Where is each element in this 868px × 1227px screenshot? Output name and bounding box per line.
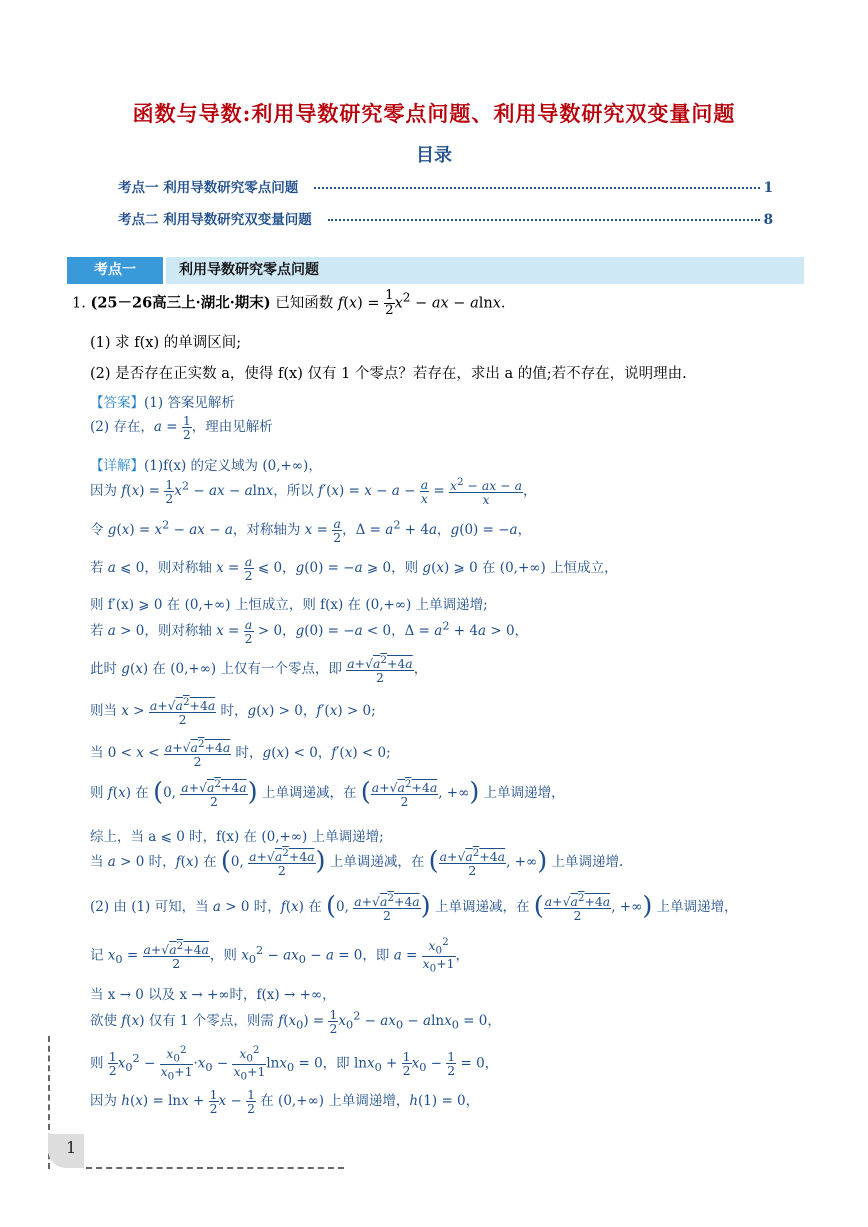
detail-text-inc: 上单调递增， xyxy=(483,785,565,802)
detail-text-1: (1)f(x) 的定义域为 (0,+∞)， xyxy=(144,458,322,474)
detail-line-10: 则 f(x) 在 (0, $\frac{a+√a^2+4a}{2}$ ) 上单调递减，在 ( $\frac{a+√a^2+4a}{2}$ , +∞) 上单调递增， xyxy=(90,777,565,810)
answer-text-2a: (2) 存在， xyxy=(90,419,154,436)
toc-item-1[interactable] xyxy=(118,176,773,196)
detail-line-8: 则当 x > $\frac{a+√a^2+4a}{2}$ 时，g(x) > 0，f′(x) > 0; xyxy=(90,696,376,728)
toc-item-page: 8 xyxy=(763,212,773,228)
footer-dashed-line xyxy=(86,1167,344,1169)
toc-item-label: 考点二 利用导数研究双变量问题 xyxy=(118,212,312,228)
answer-text-1: (1) 答案见解析 xyxy=(144,395,235,411)
question-stem: 1. (25－26高三上·湖北·期末) 已知函数 f(x) = $\frac{1}{2}$ $x^2$ − ax − alnx. xyxy=(72,288,506,318)
detail-line-1 xyxy=(90,454,322,474)
detail-line-6: 若 a > 0，则对称轴 x = $\frac{a}{2}$ > 0，g(0) = −a < 0，$\Delta = a^2 + 4a > 0$， xyxy=(90,617,529,647)
toc-item-2[interactable] xyxy=(118,208,773,228)
question-number: 1. xyxy=(72,295,86,312)
section-key: 考点一 xyxy=(67,257,163,284)
toc-heading: 目录 xyxy=(416,145,452,166)
toc-item-page: 1 xyxy=(763,180,773,196)
detail-line-18: 因为 h(x) = lnx + $\frac{1}{2}$ x − $\frac{1}{2}$ 在 (0,+∞) 上单调递增，h(1) = 0， xyxy=(90,1087,480,1117)
detail-line-15: 当 x → 0 以及 x → +∞时，f(x) → +∞， xyxy=(90,987,336,1003)
detail-line-3: 令 $g(x) = x^2$ − ax − a，对称轴为 x = $\frac{a}{2}$ ，$\Delta = a^2 + 4a$，g(0) = −a， xyxy=(90,516,532,546)
detail-line-16: 欲使 f(x) 仅有 1 个零点，则需 $f(x_0)$ = $\frac{1}{2}$ $x_0^2 - ax_0 - alnx_0 = 0$， xyxy=(90,1007,501,1037)
detail-line-7: 此时 g(x) 在 (0,+∞) 上仅有一个零点，即 $\frac{a+√a^2+4a}{2}$ ， xyxy=(90,654,428,686)
answer-line-2: (2) 存在，a = $\frac{1}{2}$ ，理由见解析 xyxy=(90,413,273,443)
toc-leader xyxy=(328,219,760,221)
toc-item-label: 考点一 利用导数研究零点问题 xyxy=(118,180,299,196)
banner-divider xyxy=(163,257,166,284)
detail-text-3: ，对称轴为 xyxy=(232,522,301,539)
question-source: (25－26高三上·湖北·期末) xyxy=(90,294,271,312)
detail-line-9: 当 0 < x < $\frac{a+√a^2+4a}{2}$ 时，g(x) < 0，f′(x) < 0; xyxy=(90,738,391,770)
section-title: 利用导数研究零点问题 xyxy=(179,262,319,278)
detail-line-17: 则 $\frac{1}{2}$ $x_0^2$ − $\frac{x_0^2}{x_0+1}$ $\cdot x_0$ − $\frac{x_0^2}{x_0+1}$ lnx$_0$ = 0，即 lnx$_0$ + $\frac{1}{2}$ $x_0$ − $\frac{1}{2}$ = 0， xyxy=(90,1044,499,1083)
detail-line-5: 则 f′(x) ⩾ 0 在 (0,+∞) 上恒成立，则 f(x) 在 (0,+∞) 上单调递增; xyxy=(90,597,488,613)
toc-leader xyxy=(314,187,759,189)
detail-line-12: 当 a > 0 时，f(x) 在 (0, $\frac{a+√a^2+4a}{2}$ ) 上单调递减，在 ( $\frac{a+√a^2+4a}{2}$ , +∞) 上单调递增. xyxy=(90,846,624,879)
question-part-1: (1) 求 f(x) 的单调区间; xyxy=(90,335,242,351)
detail-line-13: (2) 由 (1) 可知，当 a > 0 时，f(x) 在 (0, $\frac{a+√a^2+4a}{2}$ ) 上单调递减，在 ( $\frac{a+√a^2+4a}{2}$ , +∞) 上单调递增， xyxy=(90,891,738,924)
detail-line-14: 记 $x_0$ = $\frac{a+√a^2+4a}{2}$ ，则 $x_0^2 - ax_0 - a = 0$，即 a = $\frac{x_0^2}{x_0+1}$ ， xyxy=(90,936,470,975)
page-number: 1 xyxy=(66,1138,77,1157)
answer-tag: 【答案】 xyxy=(90,395,144,411)
question-stem-prefix: 已知函数 xyxy=(275,295,334,312)
question-part-2: (2) 是否存在正实数 a，使得 f(x) 仅有 1 个零点？若存在，求出 a 的值;若不存在，说明理由. xyxy=(90,366,687,382)
detail-line-2: 因为 f(x) = $\frac{1}{2}$ $x^2$ − ax − alnx，所以 f′(x) = x − a − $\frac{a}{x}$ = $\frac{x^2 - ax - a}{x}$ ， xyxy=(90,476,537,508)
detail-text-dec: 上单调递减，在 xyxy=(261,785,357,802)
answer-line-1 xyxy=(90,391,235,411)
document-title: 函数与导数:利用导数研究零点问题、利用导数研究双变量问题 xyxy=(132,101,736,126)
detail-tag: 【详解】 xyxy=(90,458,144,474)
answer-text-2b: ，理由见解析 xyxy=(191,419,273,436)
section-banner xyxy=(67,257,804,284)
detail-line-4: 若 a ⩽ 0，则对称轴 x = $\frac{a}{2}$ ⩽ 0，g(0) = −a ⩾ 0，则 g(x) ⩾ 0 在 (0,+∞) 上恒成立， xyxy=(90,554,618,584)
detail-line-11: 综上，当 a ⩽ 0 时，f(x) 在 (0,+∞) 上单调递增; xyxy=(90,829,384,845)
